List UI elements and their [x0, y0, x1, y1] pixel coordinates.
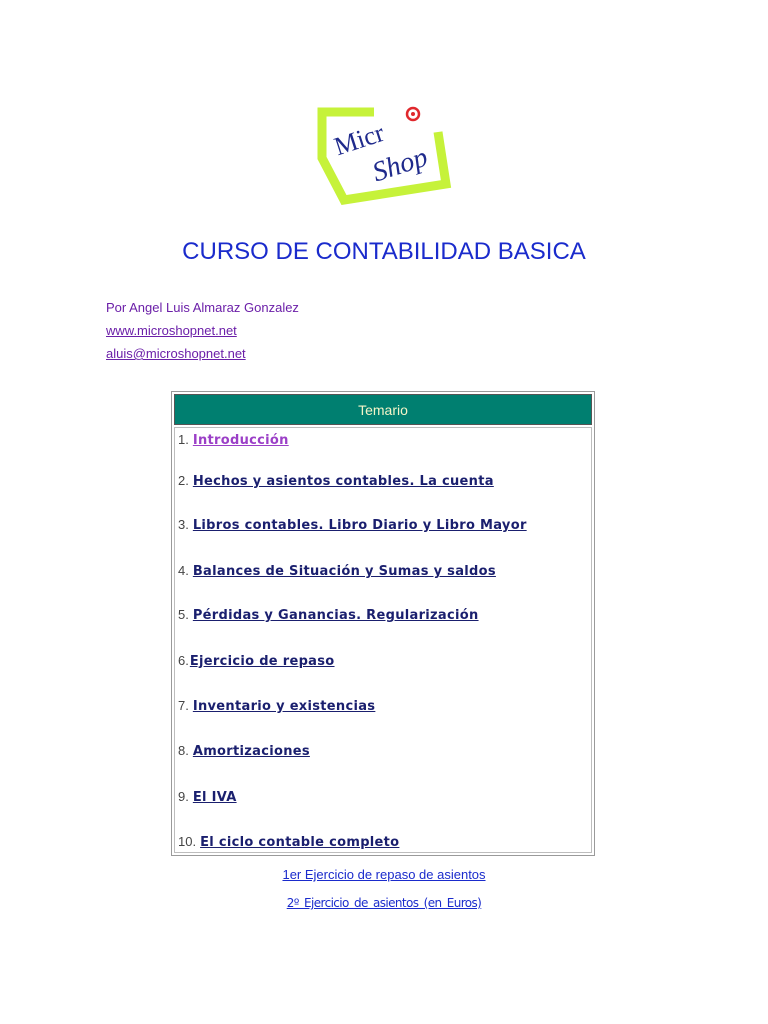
list-item: 1. Introducción: [178, 432, 289, 448]
list-item: 8. Amortizaciones: [178, 743, 310, 759]
list-item: 5. Pérdidas y Ganancias. Regularización: [178, 607, 479, 623]
syllabus-header: Temario: [174, 394, 592, 425]
microshop-logo: [312, 98, 452, 206]
list-item: 9. El IVA: [178, 789, 237, 805]
svg-text:Micr: Micr: [330, 117, 388, 162]
syllabus-link-ciclo-contable[interactable]: El ciclo contable completo: [200, 835, 400, 850]
list-item: 6.Ejercicio de repaso: [178, 653, 335, 669]
list-item: 7. Inventario y existencias: [178, 698, 376, 714]
syllabus-list: [174, 427, 592, 853]
svg-text:Shop: Shop: [368, 141, 432, 189]
syllabus-link-iva[interactable]: El IVA: [192, 790, 237, 805]
syllabus-link-introduccion[interactable]: Introducción: [192, 433, 289, 448]
author-name: Por Angel Luis Almaraz Gonzalez: [106, 300, 299, 315]
syllabus-link-inventario[interactable]: Inventario y existencias: [192, 699, 376, 714]
syllabus-link-amortizaciones[interactable]: Amortizaciones: [192, 744, 310, 759]
syllabus-table: [171, 391, 595, 856]
list-item: 2. Hechos y asientos contables. La cuenta: [178, 473, 494, 489]
list-item: 10. El ciclo contable completo: [178, 834, 400, 850]
syllabus-link-libros-contables[interactable]: Libros contables. Libro Diario y Libro Mayor: [192, 518, 527, 533]
list-item: 3. Libros contables. Libro Diario y Libro Mayor: [178, 517, 527, 533]
syllabus-link-hechos-asientos[interactable]: Hechos y asientos contables. La cuenta: [192, 474, 494, 489]
website-link[interactable]: www.microshopnet.net: [106, 323, 237, 338]
page-title: CURSO DE CONTABILIDAD BASICA: [182, 238, 586, 265]
syllabus-link-balances[interactable]: Balances de Situación y Sumas y saldos: [192, 564, 496, 579]
exercise-1-link[interactable]: 1er Ejercicio de repaso de asientos: [282, 867, 486, 882]
exercise-2-link[interactable]: 2º Ejercicio de asientos (en Euros): [286, 896, 482, 910]
syllabus-link-perdidas-ganancias[interactable]: Pérdidas y Ganancias. Regularización: [192, 608, 479, 623]
list-item: 4. Balances de Situación y Sumas y saldos: [178, 563, 496, 579]
syllabus-link-ejercicio-repaso[interactable]: Ejercicio de repaso: [189, 654, 335, 669]
email-link[interactable]: aluis@microshopnet.net: [106, 346, 246, 361]
